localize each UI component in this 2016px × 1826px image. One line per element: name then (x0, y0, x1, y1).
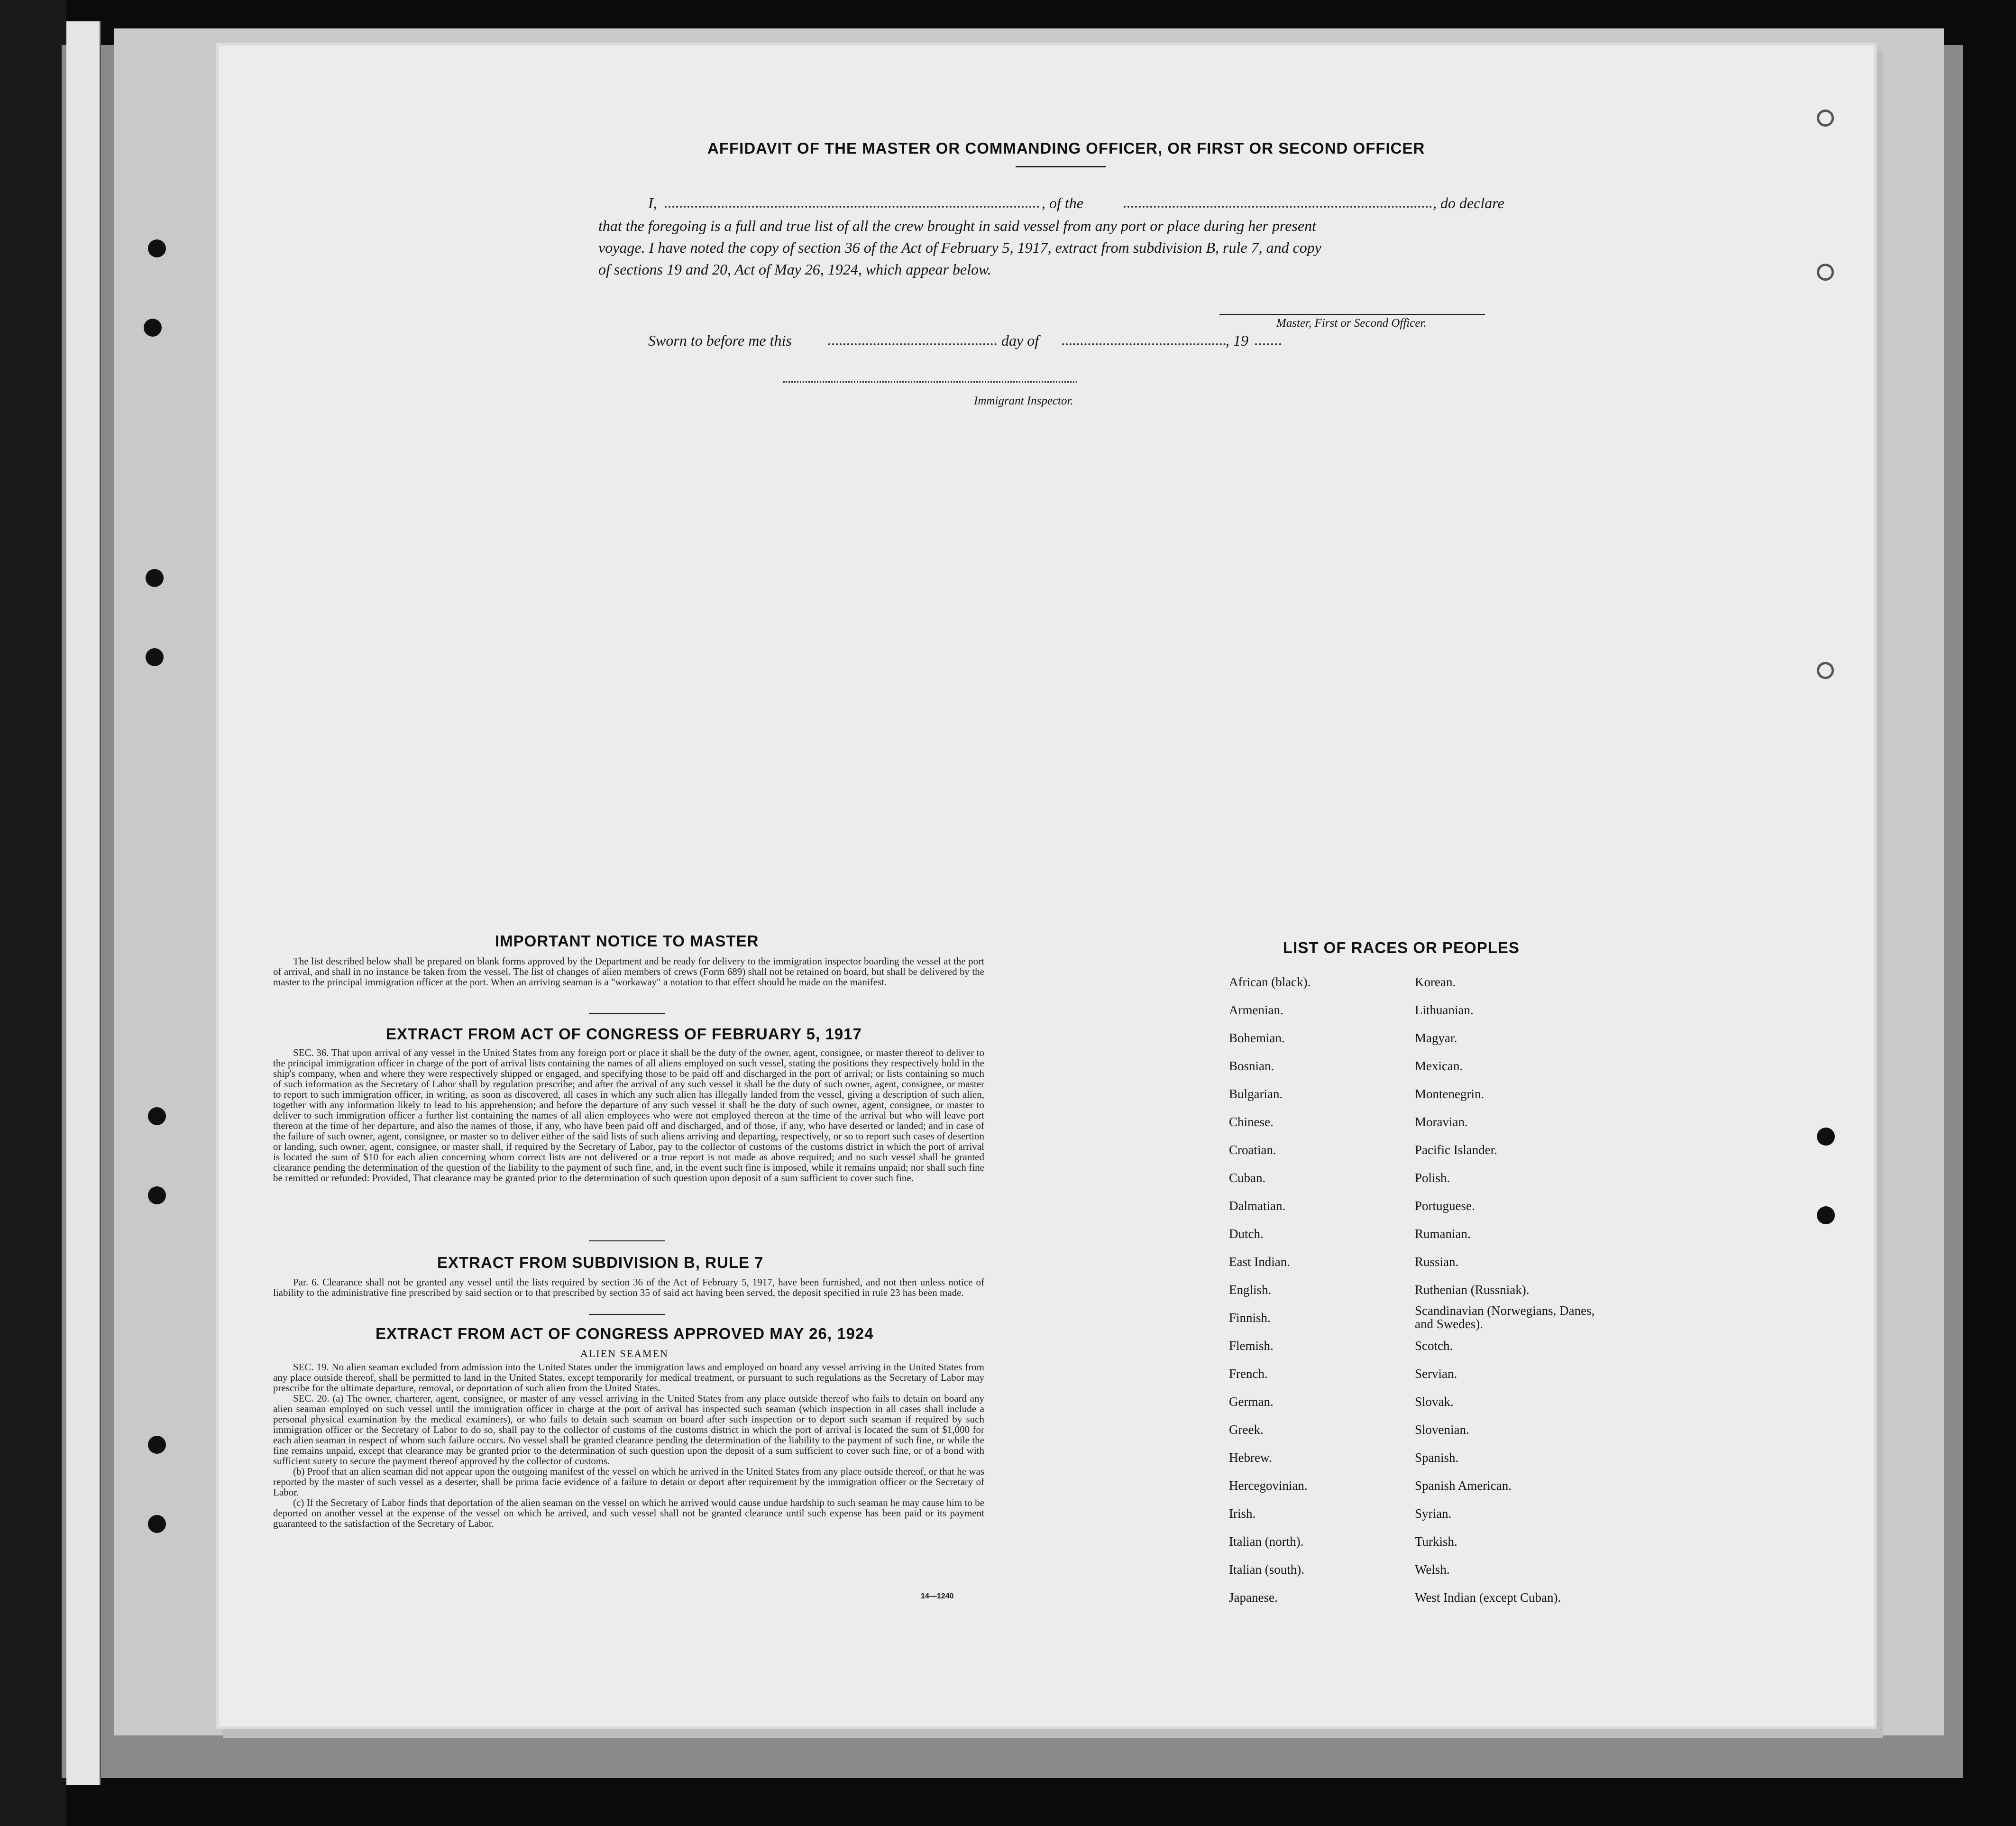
race-item: Korean. (1415, 975, 1456, 989)
race-item: Montenegrin. (1415, 1087, 1485, 1101)
race-item: French. (1229, 1367, 1268, 1381)
master-signature-line[interactable] (1219, 314, 1485, 315)
race-item: German. (1229, 1395, 1274, 1409)
inspector-caption: Immigrant Inspector. (974, 395, 1073, 407)
sworn-year-blank[interactable] (1255, 343, 1281, 345)
race-item: Croatian. (1229, 1143, 1276, 1157)
extract-1924-title: EXTRACT FROM ACT OF CONGRESS APPROVED MAY 26, 1924 (376, 1325, 874, 1342)
race-item: Russian. (1415, 1255, 1459, 1269)
punch-hole (1817, 1128, 1835, 1146)
race-item: Bosnian. (1229, 1059, 1274, 1073)
race-item: Finnish. (1229, 1311, 1271, 1325)
divider (589, 1013, 665, 1014)
punch-hole (1817, 110, 1834, 127)
punch-hole (144, 319, 162, 337)
race-item: Dalmatian. (1229, 1199, 1286, 1213)
punch-hole (146, 648, 164, 666)
race-item: Scandinavian (Norwegians, Danes, and Swedes). (1415, 1303, 1595, 1331)
extract-rule7-body: Par. 6. Clearance shall not be granted any vessel until the lists required by section 36 of the Act of February 5, 1917, have been furnished, and not then unless notice of liability to the administrative fine prescribed by said section or to that prescribed by section 35 of said act having been served, the deposit specified in rule 23 has been made. (273, 1276, 984, 1298)
sworn-month-blank[interactable] (1062, 343, 1226, 345)
notice-body: The list described below shall be prepared on blank forms approved by the Department and be ready for delivery to the immigration inspector boarding the vessel at the port of arrival, and shall in no instance be taken from the vessel. The list of changes of alien members of crews (Form 689) shall not be retained on board, but shall be delivered by the master to the principal immigration officer at the port. When an arriving seaman is a "workaway" a notation to that effect should be made on the manifest. (273, 955, 984, 988)
race-item: Hercegovinian. (1229, 1478, 1308, 1493)
punch-hole (1817, 1206, 1835, 1224)
race-item: Hebrew. (1229, 1450, 1272, 1465)
race-item: Greek. (1229, 1422, 1264, 1437)
race-item: African (black). (1229, 975, 1311, 989)
extract-1917-body: SEC. 36. That upon arrival of any vessel in the United States from any foreign port or place it shall be the duty of the owner, agent, consignee, or master thereof to deliver to the principal immigration officer in charge of the port of arrival lists containing the names of all aliens employed on such vessel, stating the positions they respectively hold in the ship's company, when and where they were respectively shipped or engaged, and specifying those to be paid off and discharged in the port of arrival; or lists containing so much of such information as the Secretary of Labor shall by regulation prescribe; and after the arrival of any such vessel it shall be the duty of such owner, agent, consignee, or master to report to such immigration officer, in writing, as soon as discovered, all cases in which any such alien has illegally landed from the vessel, giving a description of such alien, together with any information likely to lead to his apprehension; and before the departure of any such vessel it shall be the duty of such owner, agent, consignee, or master to deliver to such immigration officer a further list containing the names of all alien employees who were not employed thereon at the time of the arrival but who will leave port thereon at the time of her departure, and also the names of those, if any, who have been paid off and discharged, and of those, if any, who have deserted or landed; and in case of the failure of such owner, agent, consignee, or master so to deliver either of the said lists of such aliens arriving and departing, respectively, or so to report such cases of desertion or landing, such owner, agent, consignee, or master shall, if required by the Secretary of Labor, pay to the collector of customs of the customs district in which the port of arrival is located the sum of $10 for each alien concerning whom correct lists are not delivered or a true report is not made as above required; and no such vessel shall be granted clearance pending the determination of the question of the liability to the payment of such fine, and, in the event such fine is imposed, while it remains unpaid; nor shall such fine be remitted or refunded: Provided, That clearance may be granted prior to the determination of such question upon deposit of a sum sufficient to cover such fine. (273, 1047, 984, 1184)
race-item: Ruthenian (Russniak). (1415, 1283, 1530, 1297)
affidavit-page (219, 46, 1874, 1726)
punch-hole (148, 1515, 166, 1533)
race-item: East Indian. (1229, 1255, 1290, 1269)
race-item: Armenian. (1229, 1003, 1283, 1017)
race-item: Polish. (1415, 1171, 1450, 1185)
notice-title: IMPORTANT NOTICE TO MASTER (495, 932, 759, 950)
film-edge (0, 0, 66, 1826)
affidavit-title: AFFIDAVIT OF THE MASTER OR COMMANDING OFFICER, OR FIRST OR SECOND OFFICER (707, 139, 1425, 157)
race-item: Irish. (1229, 1506, 1256, 1521)
race-item: Mexican. (1415, 1059, 1463, 1073)
sec-20c: (c) If the Secretary of Labor finds that deportation of the alien seaman on the vessel on which he arrived would cause undue hardship to such seaman he may cause him to be deported on another vessel at the expense of the vessel on which he arrived, and such vessel shall not be granted clearance until such expense has been paid or its payment guaranteed to the satisfaction of the Secretary of Labor. (273, 1497, 984, 1529)
sworn-label: Sworn to before me this (648, 332, 792, 349)
race-item: Portuguese. (1415, 1199, 1475, 1213)
races-right-column (1415, 975, 1623, 1639)
race-item: Lithuanian. (1415, 1003, 1474, 1017)
punch-hole (148, 1186, 166, 1204)
form-number: 14—1240 (921, 1592, 954, 1600)
race-item: Welsh. (1415, 1562, 1450, 1577)
race-item: Slovak. (1415, 1395, 1454, 1409)
race-item: Slovenian. (1415, 1422, 1469, 1437)
race-item: West Indian (except Cuban). (1415, 1590, 1561, 1605)
sworn-day-blank[interactable] (828, 343, 997, 345)
affidavit-statement-line2: voyage. I have noted the copy of section 36 of the Act of February 5, 1917, extract from subdivision B, rule 7, and copy (598, 239, 1321, 256)
title-divider (1016, 166, 1106, 167)
race-item: Spanish American. (1415, 1478, 1512, 1493)
punch-hole (1817, 662, 1834, 679)
sec-20a: SEC. 20. (a) The owner, charterer, agent, consignee, or master of any vessel arriving in the United States from any place outside thereof who fails to detain on board any alien seaman employed on such vessel until the immigration officer in charge at the port of arrival has inspected such seaman (which inspection in all cases shall include a personal physical examination by the medical examiners), or who fails to detain such seaman on board after such inspection or to deport such seaman if required by such immigration officer or the Secretary of Labor to do so, shall pay to the collector of customs of the customs district in which the port of arrival is located the sum of $1,000 for each alien seaman in respect of whom such failure occurs. No vessel shall be granted clearance pending the determination of the liability to the payment of such fine, or while the fine remains unpaid, except that clearance may be granted prior to the determination of such question upon the deposit of a sum sufficient to cover such fine, or of a bond with sufficient surety to secure the payment thereof approved by the collector of customs. (273, 1393, 984, 1467)
race-item: Bohemian. (1229, 1031, 1285, 1045)
year-prefix: , 19 (1226, 332, 1248, 349)
sec-20b: (b) Proof that an alien seaman did not appear upon the outgoing manifest of the vessel on which he arrived in the United States from any place outside thereof, or that he was reported by the master of such vessel as a deserter, shall be prima facie evidence of a failure to detain or deport after requirement by the immigration officer or the Secretary of Labor. (273, 1466, 984, 1498)
extract-rule7-title: EXTRACT FROM SUBDIVISION B, RULE 7 (437, 1254, 764, 1271)
race-item: Flemish. (1229, 1339, 1274, 1353)
binding-strip (66, 21, 101, 1785)
race-item: Dutch. (1229, 1227, 1264, 1241)
divider (589, 1240, 665, 1241)
affidavit-statement-line1: that the foregoing is a full and true list of all the crew brought in said vessel from any port or place during her present (598, 217, 1316, 234)
vessel-blank[interactable] (1124, 206, 1432, 208)
sec-19: SEC. 19. No alien seaman excluded from admission into the United States under the immigration laws and employed on board any vessel arriving in the United States from any place outside thereof, shall be permitted to land in the United States, except temporarily for medical treatment, or pursuant to such regulations as the Secretary of Labor may prescribe for the ultimate departure, removal, or deportation of such alien from the United States. (273, 1361, 984, 1394)
race-item: Italian (north). (1229, 1534, 1304, 1549)
race-item: Rumanian. (1415, 1227, 1471, 1241)
punch-hole (1817, 264, 1834, 281)
race-item: Bulgarian. (1229, 1087, 1283, 1101)
punch-hole (148, 1107, 166, 1125)
race-item: Turkish. (1415, 1534, 1457, 1549)
race-item: Spanish. (1415, 1450, 1459, 1465)
punch-hole (148, 1436, 166, 1454)
alien-seamen-subtitle: ALIEN SEAMEN (580, 1348, 669, 1359)
race-item: Japanese. (1229, 1590, 1278, 1605)
affidavit-of-the: , of the (1042, 194, 1083, 211)
race-item: English. (1229, 1283, 1272, 1297)
races-title: LIST OF RACES OR PEOPLES (1283, 939, 1520, 956)
affidavit-i: I, (648, 194, 657, 211)
extract-1917-title: EXTRACT FROM ACT OF CONGRESS OF FEBRUARY 5, 1917 (386, 1025, 862, 1043)
race-item: Italian (south). (1229, 1562, 1304, 1577)
name-blank[interactable] (665, 206, 1039, 208)
race-item: Syrian. (1415, 1506, 1452, 1521)
extract-1924-body (273, 1362, 984, 1529)
race-item: Chinese. (1229, 1115, 1274, 1129)
races-left-column (1229, 975, 1409, 1639)
affidavit-do-declare: , do declare (1433, 194, 1504, 211)
day-of-label: day of (1001, 332, 1039, 349)
race-item: Moravian. (1415, 1115, 1468, 1129)
race-item: Cuban. (1229, 1171, 1266, 1185)
race-item: Servian. (1415, 1367, 1457, 1381)
punch-hole (146, 569, 164, 587)
race-item: Scotch. (1415, 1339, 1453, 1353)
divider (589, 1314, 665, 1315)
inspector-signature-line[interactable] (783, 381, 1077, 383)
master-signature-caption: Master, First or Second Officer. (1276, 317, 1427, 330)
race-item: Pacific Islander. (1415, 1143, 1497, 1157)
affidavit-statement-line3: of sections 19 and 20, Act of May 26, 1924, which appear below. (598, 261, 991, 278)
punch-hole (148, 239, 166, 257)
race-item: Magyar. (1415, 1031, 1457, 1045)
